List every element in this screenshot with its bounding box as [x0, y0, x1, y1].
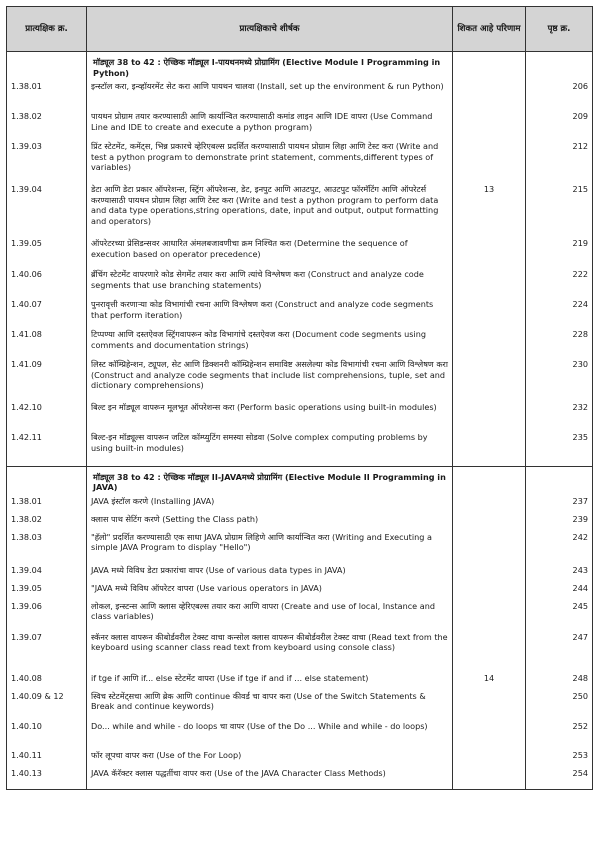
- exercise-title: लिस्ट कॉम्प्रिहेन्शन, ट्यूपल, सेट आणि डिक्शनरी कॉम्प्रिहेन्शन समाविष्ट असलेल्या कोड विभागांची रचना आणि विश्लेषण करा (Construct and analyze code segments that include list comprehensions, tuple, set and dictionary comprehensions): [87, 359, 453, 402]
- module-2-heading: मॉड्यूल 38 to 42 : ऐच्छिक मॉड्यूल II-JAVAमध्ये प्रोग्रामिंग (Elective Module II Programming in JAVA): [87, 466, 453, 496]
- toc-row: [7, 768, 593, 790]
- exercise-title: डेटा आणि डेटा प्रकार ऑपरेशन्स, स्ट्रिंग ऑपरेशन्स, डेट, इनपुट आणि आउटपुट, आउटपुट फॉरमॅटिंग आणि ऑपरेटर्स करण्यासाठी पायथन प्रोग्राम लिहा आणि टेस्ट करा (Write and test a python program to perform data and data type operations,string operations, date, input and output, output formatting and operators): [87, 184, 453, 238]
- toc-row: [7, 432, 593, 466]
- exercise-title: बिल्ट-इन मॉड्यूल्स वापरून जटिल कॉम्प्युटिंग समस्या सोडवा (Solve complex computing problems by using built-in modules): [87, 432, 453, 466]
- toc-row: [7, 632, 593, 673]
- outcome-cell: [453, 329, 526, 359]
- module-1-section: [7, 52, 593, 467]
- toc-row: [7, 81, 593, 111]
- toc-row: [7, 269, 593, 299]
- exercise-number: 1.39.03: [7, 141, 87, 184]
- exercise-number: 1.40.08: [7, 673, 87, 691]
- outcome-cell: [453, 111, 526, 141]
- outcome-cell: [453, 269, 526, 299]
- header-outcome: शिकत आहे परिणाम: [453, 7, 526, 52]
- page-number: 206: [526, 81, 593, 111]
- exercise-title: JAVA मध्ये विविध डेटा प्रकारांचा वापर (Use of various data types in JAVA): [87, 565, 453, 583]
- exercise-number: 1.40.07: [7, 299, 87, 329]
- page-number: 222: [526, 269, 593, 299]
- page-number: 248: [526, 673, 593, 691]
- learning-outcome: 13: [453, 184, 526, 238]
- outcome-cell: [453, 81, 526, 111]
- outcome-cell: [453, 238, 526, 269]
- exercise-title: बिल्ट इन मॉड्यूल वापरून मूलभूत ऑपरेशन्स करा (Perform basic operations using built-in modules): [87, 402, 453, 432]
- toc-row: [7, 141, 593, 184]
- exercise-number: 1.39.04: [7, 184, 87, 238]
- header-row: [7, 7, 593, 52]
- page-number: 212: [526, 141, 593, 184]
- exercise-number: 1.39.04: [7, 565, 87, 583]
- exercise-number: 1.41.09: [7, 359, 87, 402]
- exercise-number: 1.40.11: [7, 750, 87, 768]
- module-2-section: [7, 466, 593, 790]
- page-number: 235: [526, 432, 593, 466]
- exercise-title: लोकल, इन्स्टन्स आणि क्लास व्हेरिएबल्स तयार करा आणि वापरा (Create and use of local, Instance and class variables): [87, 601, 453, 632]
- page-number: 230: [526, 359, 593, 402]
- page-number: 237: [526, 496, 593, 514]
- module-1-heading-row: [7, 52, 593, 82]
- toc-row: [7, 402, 593, 432]
- page-number: 228: [526, 329, 593, 359]
- toc-row: [7, 673, 593, 691]
- exercise-title: JAVA इंस्टॉल करणे (Installing JAVA): [87, 496, 453, 514]
- page-number: 215: [526, 184, 593, 238]
- exercise-number: 1.39.05: [7, 583, 87, 601]
- outcome-cell: [453, 299, 526, 329]
- module-1-heading: मॉड्यूल 38 to 42 : ऐच्छिक मॉड्यूल I-पायथनमध्ये प्रोग्रामिंग (Elective Module I Programming in Python): [87, 52, 453, 82]
- exercise-title: इन्स्टॉल करा, इन्व्हॉयरमेंट सेट करा आणि पायथन चालवा (Install, set up the environment & run Python): [87, 81, 453, 111]
- exercise-title: JAVA कॅरॅक्टर क्लास पद्धतींचा वापर करा (Use of the JAVA Character Class Methods): [87, 768, 453, 790]
- exercise-title: स्कॅनर क्लास वापरून कीबोर्डवरील टेक्स्ट वाचा कन्सोल क्लास वापरून कीबोर्डवरील टेक्स्ट वाचा (Read text from the keyboard using scanner class read text from keyboard using console class): [87, 632, 453, 673]
- exercise-title: पायथन प्रोग्राम तयार करण्यासाठी आणि कार्यान्वित करण्यासाठी कमांड लाइन आणि IDE वापरा (Use Command Line and IDE to create and execute a python program): [87, 111, 453, 141]
- exercise-title: क्लास पाथ सेटिंग करणे (Setting the Class path): [87, 514, 453, 532]
- outcome-cell: [453, 565, 526, 583]
- learning-outcome: 14: [453, 673, 526, 691]
- toc-row: [7, 359, 593, 402]
- toc-row: [7, 750, 593, 768]
- exercise-number: 1.41.08: [7, 329, 87, 359]
- outcome-cell: [453, 750, 526, 768]
- outcome-cell: [453, 514, 526, 532]
- header-code: प्रात्यक्षिक क्र.: [7, 7, 87, 52]
- exercise-number: 1.42.11: [7, 432, 87, 466]
- toc-row: [7, 691, 593, 721]
- exercise-title: "JAVA मध्ये विविध ऑपरेटर वापरा (Use various operators in JAVA): [87, 583, 453, 601]
- outcome-cell: [453, 632, 526, 673]
- outcome-cell: [453, 432, 526, 466]
- toc-row: [7, 299, 593, 329]
- exercise-number: 1.38.01: [7, 81, 87, 111]
- toc-row: [7, 514, 593, 532]
- page-number: 239: [526, 514, 593, 532]
- exercise-title: ब्रँचिंग स्टेटमेंट वापरणारे कोड सेगमेंट तयार करा आणि त्यांचे विश्लेषण करा (Construct and analyze code segments that use branching statements): [87, 269, 453, 299]
- outcome-cell: [453, 583, 526, 601]
- exercise-title: Do... while and while - do loops चा वापर (Use of the Do ... While and while - do loops): [87, 721, 453, 750]
- page-number: 243: [526, 565, 593, 583]
- header-title: प्रात्यक्षिकाचे शीर्षक: [87, 7, 453, 52]
- contents-table: [6, 6, 593, 790]
- page-number: 209: [526, 111, 593, 141]
- exercise-title: टिप्पण्या आणि दस्तऐवज स्ट्रिंगवापरून कोड विभागांचे दस्तऐवज करा (Document code segments using comments and documentation strings): [87, 329, 453, 359]
- outcome-cell: [453, 721, 526, 750]
- outcome-cell: [453, 532, 526, 565]
- toc-row: [7, 111, 593, 141]
- header-page: पृष्ठ क्र.: [526, 7, 593, 52]
- page-number: 242: [526, 532, 593, 565]
- exercise-number: 1.39.06: [7, 601, 87, 632]
- page-number: 247: [526, 632, 593, 673]
- outcome-cell: [453, 601, 526, 632]
- toc-row: [7, 329, 593, 359]
- outcome-cell: [453, 359, 526, 402]
- exercise-title: प्रिंट स्टेटमेंट, कमेंट्स, भिन्न प्रकारचे व्हेरिएबल्स प्रदर्शित करण्यासाठी पायथन प्रोग्राम लिहा आणि टेस्ट करा (Write and test a python program to demonstrate print statement, comments,different types of variables): [87, 141, 453, 184]
- toc-row: [7, 583, 593, 601]
- exercise-number: 1.40.06: [7, 269, 87, 299]
- exercise-number: 1.38.02: [7, 111, 87, 141]
- exercise-number: 1.38.03: [7, 532, 87, 565]
- page-number: 253: [526, 750, 593, 768]
- exercise-number: 1.40.10: [7, 721, 87, 750]
- toc-row: [7, 721, 593, 750]
- exercise-title: स्विच स्टेटमेंट्सचा आणि ब्रेक आणि continue कीवर्ड चा वापर करा (Use of the Switch Statements & Break and continue keywords): [87, 691, 453, 721]
- exercise-title: if tge if आणि if... else स्टेटमेंट वापरा (Use if tge if and if ... else statement): [87, 673, 453, 691]
- page-number: 252: [526, 721, 593, 750]
- toc-row: [7, 238, 593, 269]
- exercise-number: 1.42.10: [7, 402, 87, 432]
- outcome-cell: [453, 141, 526, 184]
- exercise-title: "हॅलो" प्रदर्शित करण्यासाठी एक साधा JAVA प्रोग्राम लिहिणे आणि कार्यान्वित करा (Writing and Executing a simple JAVA Program to display "Hello"): [87, 532, 453, 565]
- exercise-title: फॉर लूपचा वापर करा (Use of the For Loop): [87, 750, 453, 768]
- page-number: 224: [526, 299, 593, 329]
- page-number: 254: [526, 768, 593, 790]
- exercise-number: 1.40.09 & 12: [7, 691, 87, 721]
- toc-row: [7, 565, 593, 583]
- toc-row: [7, 601, 593, 632]
- exercise-number: 1.38.01: [7, 496, 87, 514]
- exercise-number: 1.38.02: [7, 514, 87, 532]
- page-number: 232: [526, 402, 593, 432]
- exercise-number: 1.39.05: [7, 238, 87, 269]
- toc-row: [7, 184, 593, 238]
- exercise-title: पुनरावृत्ती करणाऱ्या कोड विभागांची रचना आणि विश्लेषण करा (Construct and analyze code segments that perform iteration): [87, 299, 453, 329]
- toc-row: [7, 496, 593, 514]
- outcome-cell: [453, 496, 526, 514]
- page-number: 219: [526, 238, 593, 269]
- outcome-cell: [453, 691, 526, 721]
- toc-row: [7, 532, 593, 565]
- page-number: 244: [526, 583, 593, 601]
- page-number: 245: [526, 601, 593, 632]
- exercise-number: 1.40.13: [7, 768, 87, 790]
- exercise-number: 1.39.07: [7, 632, 87, 673]
- page-number: 250: [526, 691, 593, 721]
- outcome-cell: [453, 768, 526, 790]
- module-2-heading-row: [7, 466, 593, 496]
- outcome-cell: [453, 402, 526, 432]
- exercise-title: ऑपरेटरच्या प्रेसिडन्सवर आधारित अंमलबजावणीचा क्रम निश्चित करा (Determine the sequence of execution based on operator precedence): [87, 238, 453, 269]
